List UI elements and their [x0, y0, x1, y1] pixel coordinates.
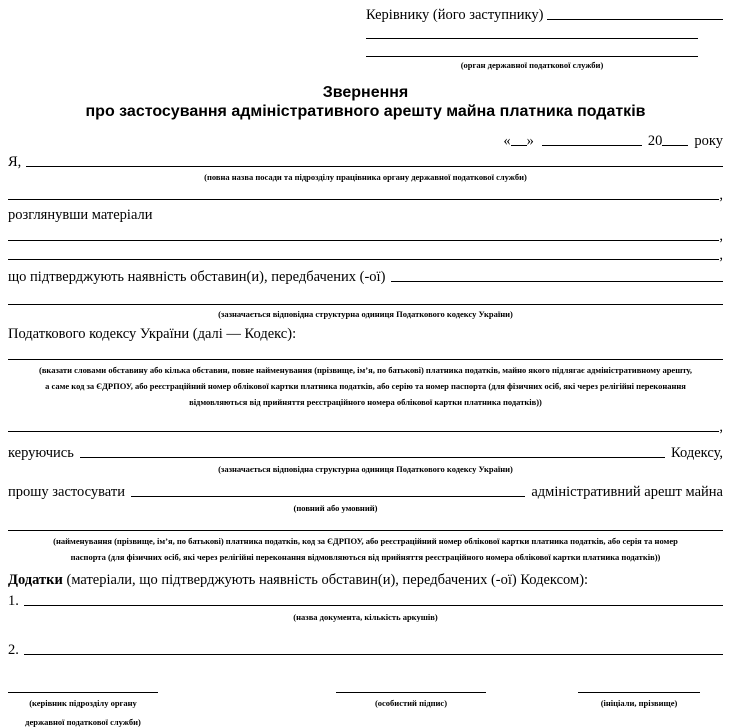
- quote-close: »: [526, 133, 534, 149]
- document-caption: (назва документа, кількість аркушів): [293, 612, 438, 622]
- attachments-row: [8, 572, 723, 591]
- signature-col-middle: [336, 692, 486, 728]
- request-row: [8, 482, 723, 501]
- attachments-label-rest: (матеріали, що підтверджують наявність обставин(и), передбачених (-ої) Кодексом):: [62, 572, 589, 588]
- unit-caption-2: (зазначається відповідна структурна одиниця Податкового кодексу України): [218, 464, 513, 474]
- materials-row-2: [8, 247, 723, 264]
- guided-field: [80, 456, 665, 458]
- month-field: [542, 145, 642, 146]
- attachment-1-field: [24, 604, 723, 606]
- provision-field: [391, 280, 723, 282]
- addressee-label: Керівнику (його заступнику): [366, 7, 544, 23]
- confirming-label: що підтверджують наявність обставин(и), передбачених (-ої): [8, 269, 386, 285]
- signature-line-right: [578, 692, 700, 693]
- position-field: [26, 165, 723, 167]
- circumstances-caption-3: відмовляються від прийняття реєстраційного номера облікової картки платника податків)): [189, 397, 542, 407]
- materials-field-2: [8, 258, 719, 260]
- year-prefix: 20: [647, 133, 663, 149]
- continuation-row-1: [8, 187, 723, 204]
- code-label: Податкового кодексу України (далі — Кодекс):: [8, 326, 297, 342]
- guided-by-row: [8, 443, 723, 462]
- request-suffix-label: адміністративний арешт майна: [531, 484, 723, 500]
- unit-caption: (зазначається відповідна структурна одиниця Податкового кодексу України): [218, 309, 513, 319]
- comma-mark: ,: [719, 187, 723, 203]
- year-suffix-label: року: [694, 133, 723, 149]
- declarant-row: [8, 152, 723, 171]
- comma-mark: ,: [719, 419, 723, 435]
- circumstances-caption-2: а саме код за ЄДРПОУ, або реєстраційний номер облікової картки платника податків, або серію та номер паспорта (для фізичних осіб, які через релігійні переконання: [45, 381, 686, 391]
- circumstances-field-2: [8, 430, 719, 432]
- addressee-row: [366, 5, 723, 24]
- signature-col-right: [578, 692, 700, 728]
- taxpayer-field-line: [8, 530, 723, 531]
- attachment-1-number: 1.: [8, 593, 19, 609]
- request-label: прошу застосувати: [8, 484, 125, 500]
- signature-block: [8, 692, 723, 728]
- addressee-field-line-3: [366, 56, 698, 57]
- reviewed-label: розглянувши матеріали: [8, 207, 153, 223]
- signature-line-middle: [336, 692, 486, 693]
- arrest-type-field: [131, 495, 525, 497]
- attachments-label: Додатки: [8, 572, 63, 588]
- attachment-1-row: [8, 593, 723, 610]
- signature-line-left: [8, 692, 158, 693]
- i-label: Я,: [8, 154, 22, 170]
- form-title: Звернення: [322, 84, 409, 101]
- position-caption: (повна назва посади та підрозділу працівника органу державної податкової служби): [204, 172, 527, 182]
- signature-caption-middle: (особистий підпис): [374, 698, 448, 708]
- taxpayer-caption-2: паспорта (для фізичних осіб, які через релігійні переконання відмовляються від прийняття реєстраційного номера облікової картки платника податків)): [70, 552, 661, 562]
- comma-mark: ,: [719, 247, 723, 263]
- addressee-field: [547, 18, 723, 20]
- circumstances-field-line: [8, 359, 723, 360]
- day-field: [511, 145, 527, 146]
- attachment-2-row: [8, 642, 723, 659]
- signature-caption-right: (ініціали, прізвище): [600, 698, 678, 708]
- materials-row-1: [8, 228, 723, 245]
- quote-open: «: [503, 133, 511, 149]
- arrest-type-caption: (повний або умовний): [293, 503, 378, 513]
- guided-suffix-label: Кодексу,: [671, 445, 723, 461]
- signature-caption-left-1: (керівник підрозділу органу: [29, 698, 137, 708]
- attachment-2-field: [24, 653, 723, 655]
- signature-caption-left-2: державної податкової служби): [25, 717, 141, 727]
- signature-col-left: [8, 692, 158, 728]
- date-row: [8, 131, 723, 150]
- continuation-field-1: [8, 198, 719, 200]
- circumstances-row-end: [8, 419, 723, 436]
- circumstances-caption-1: (вказати словами обставину або кілька обставин, повне найменування (прізвище, ім’я, по батькові) платника податків, майно якого підлягає адміністративному арешту,: [39, 365, 692, 375]
- provision-field-line-2: [8, 304, 723, 305]
- year-field: [662, 145, 688, 146]
- materials-field-1: [8, 239, 719, 241]
- addressee-field-line-2: [366, 38, 698, 39]
- form-subtitle: про застосування адміністративного арешту майна платника податків: [85, 103, 646, 120]
- guided-by-label: керуючись: [8, 445, 74, 461]
- comma-mark: ,: [719, 228, 723, 244]
- confirming-row: [8, 267, 723, 286]
- org-caption: (орган державної податкової служби): [460, 60, 604, 70]
- taxpayer-caption-1: (найменування (прізвище, ім’я, по батькові) платника податків, код за ЄДРПОУ, або реєстраційний номер облікової картки платника податків, або серія та номер: [53, 536, 678, 546]
- attachment-2-number: 2.: [8, 642, 19, 658]
